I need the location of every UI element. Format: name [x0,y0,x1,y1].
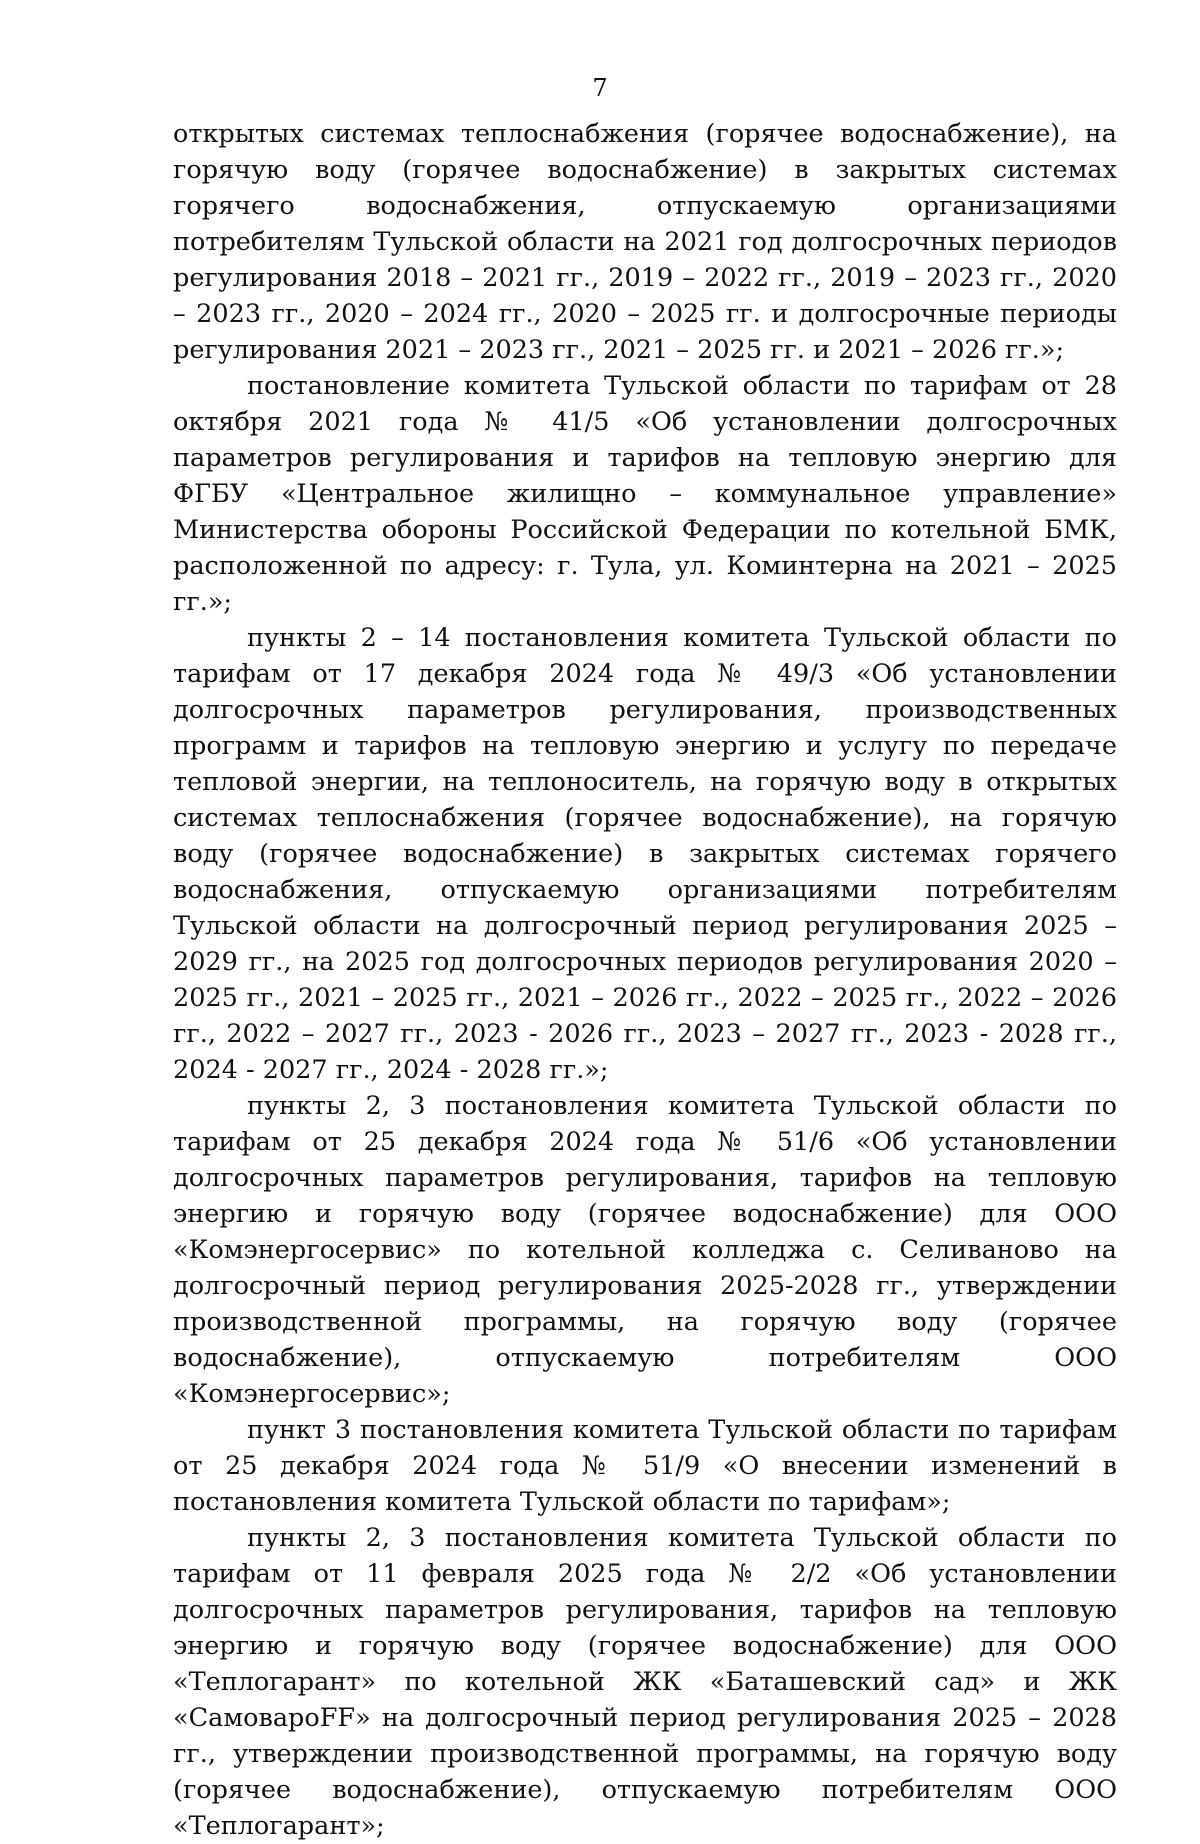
paragraph-resolution-2-2: пункты 2, 3 постановления комитета Тульской области по тарифам от 11 февраля 2025 года № 2/2 «Об установлении долгосрочных параметров регулирования, тарифов на тепловую энергию и горячую воду (горячее водоснабжение) для ООО «Теплогарант» по котельной ЖК «Баташевский сад» и ЖК «СамовароFF» на долгосрочный период регулирования 2025 – 2028 гг., утверждении производственной программы, на горячую воду (горячее водоснабжение), отпускаемую потребителям ООО «Теплогарант»; [173,1523,1117,1841]
document-body [173,116,1117,1844]
paragraph-resolution-41-5: постановление комитета Тульской области по тарифам от 28 октября 2021 года № 41/5 «Об установлении долгосрочных параметров регулирования и тарифов на тепловую энергию для ФГБУ «Центральное жилищно – коммунальное управление» Министерства обороны Российской Федерации по котельной БМК, расположенной по адресу: г. Тула, ул. Коминтерна на 2021 – 2025 гг.»; [173,371,1117,617]
page-number: 7 [592,74,608,102]
paragraph-resolution-51-9: пункт 3 постановления комитета Тульской области по тарифам от 25 декабря 2024 года № 51/9 «О внесении изменений в постановления комитета Тульской области по тарифам»; [173,1415,1117,1517]
paragraph-resolution-51-6: пункты 2, 3 постановления комитета Тульской области по тарифам от 25 декабря 2024 года № 51/6 «Об установлении долгосрочных параметров регулирования, тарифов на тепловую энергию и горячую воду (горячее водоснабжение) для ООО «Комэнергосервис» по котельной колледжа с. Селиваново на долгосрочный период регулирования 2025-2028 гг., утверждении производственной программы, на горячую воду (горячее водоснабжение), отпускаемую потребителям ООО «Комэнергосервис»; [173,1091,1117,1409]
paragraph-resolution-49-3: пункты 2 – 14 постановления комитета Тульской области по тарифам от 17 декабря 2024 года № 49/3 «Об установлении долгосрочных параметров регулирования, производственных программ и тарифов на тепловую энергию и услугу по передаче тепловой энергии, на теплоноситель, на горячую воду в открытых системах теплоснабжения (горячее водоснабжение), на горячую воду (горячее водоснабжение) в закрытых системах горячего водоснабжения, отпускаемую организациями потребителям Тульской области на долгосрочный период регулирования 2025 – 2029 гг., на 2025 год долгосрочных периодов регулирования 2020 – 2025 гг., 2021 – 2025 гг., 2021 – 2026 гг., 2022 – 2025 гг., 2022 – 2026 гг., 2022 – 2027 гг., 2023 - 2026 гг., 2023 – 2027 гг., 2023 - 2028 гг., 2024 - 2027 гг., 2024 - 2028 гг.»; [173,623,1117,1085]
paragraph-continuation: открытых системах теплоснабжения (горячее водоснабжение), на горячую воду (горячее водоснабжение) в закрытых системах горячего водоснабжения, отпускаемую организациями потребителям Тульской области на 2021 год долгосрочных периодов регулирования 2018 – 2021 гг., 2019 – 2022 гг., 2019 – 2023 гг., 2020 – 2023 гг., 2020 – 2024 гг., 2020 – 2025 гг. и долгосрочные периоды регулирования 2021 – 2023 гг., 2021 – 2025 гг. и 2021 – 2026 гг.»; [173,119,1117,365]
